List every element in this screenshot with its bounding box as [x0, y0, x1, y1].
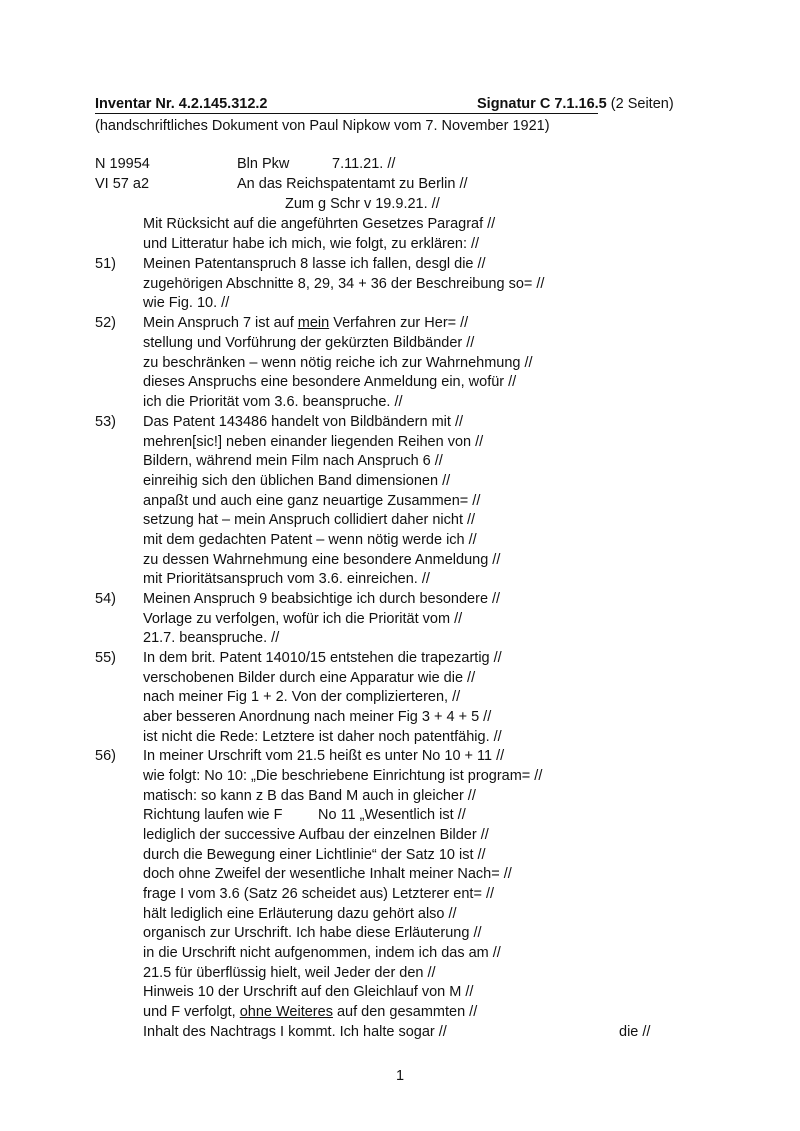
text-line: Inhalt des Nachtrags I kommt. Ich halte sogar //	[143, 1024, 447, 1040]
text-line: wie folgt: No 10: „Die beschriebene Einrichtung ist program= //	[143, 768, 543, 784]
header-underline	[95, 113, 598, 114]
text-line: Das Patent 143486 handelt von Bildbändern mit //	[143, 414, 464, 430]
text-line: frage I vom 3.6 (Satz 26 scheidet aus) Letzterer ent= //	[143, 886, 495, 902]
text-line: In meiner Urschrift vom 21.5 heißt es unter No 10 + 11 //	[143, 748, 505, 764]
text-line: zu beschränken – wenn nötig reiche ich zur Wahrnehmung //	[143, 355, 533, 371]
text-line: lediglich der successive Aufbau der einzelnen Bilder //	[143, 827, 489, 843]
page-count: (2 Seiten)	[610, 96, 674, 112]
document-description: (handschriftliches Dokument von Paul Nipkow vom 7. November 1921)	[95, 118, 550, 134]
text-fragment: auf den gesammten //	[332, 1004, 478, 1020]
text-line: matisch: so kann z B das Band M auch in gleicher //	[143, 788, 476, 804]
text-line: die //	[619, 1024, 651, 1040]
text-line: stellung und Vorführung der gekürzten Bildbänder //	[143, 335, 475, 351]
text-line: Richtung laufen wie F	[143, 807, 283, 823]
text-fragment: und F verfolgt,	[143, 1004, 240, 1020]
regarding-line: Zum g Schr v 19.9.21. //	[285, 196, 440, 212]
text-line: Vorlage zu verfolgen, wofür ich die Priorität vom //	[143, 611, 463, 627]
signature-number: Signatur C 7.1.16.5	[477, 96, 607, 112]
text-line: hält lediglich eine Erläuterung dazu gehört also //	[143, 906, 457, 922]
text-fragment: Verfahren zur Her= //	[329, 315, 469, 331]
intro-line: und Litteratur habe ich mich, wie folgt, zu erklären: //	[143, 236, 480, 252]
text-line	[143, 1003, 477, 1022]
text-line: mehren[sic!] neben einander liegenden Reihen von //	[143, 434, 484, 450]
text-line: in die Urschrift nicht aufgenommen, indem ich das am //	[143, 945, 501, 961]
file-reference: VI 57 a2	[95, 176, 150, 192]
section-number-51: 51)	[95, 256, 116, 272]
text-line: No 11 „Wesentlich ist //	[318, 807, 466, 823]
underlined-phrase: ohne Weiteres	[239, 1004, 333, 1020]
text-line: zugehörigen Abschnitte 8, 29, 34 + 36 der Beschreibung so= //	[143, 276, 545, 292]
underlined-word: mein	[297, 315, 330, 331]
text-line: setzung hat – mein Anspruch collidiert daher nicht //	[143, 512, 476, 528]
text-line: 21.7. beanspruche. //	[143, 630, 280, 646]
text-line: mit Prioritätsanspruch vom 3.6. einreichen. //	[143, 571, 430, 587]
text-line: dieses Anspruchs eine besondere Anmeldung ein, wofür //	[143, 374, 517, 390]
text-line: organisch zur Urschrift. Ich habe diese Erläuterung //	[143, 925, 482, 941]
text-line: In dem brit. Patent 14010/15 entstehen die trapezartig //	[143, 650, 502, 666]
section-number-56: 56)	[95, 748, 116, 764]
inventory-number: Inventar Nr. 4.2.145.312.2	[95, 96, 268, 112]
addressee: An das Reichspatentamt zu Berlin //	[237, 176, 468, 192]
text-line: Hinweis 10 der Urschrift auf den Gleichlauf von M //	[143, 984, 474, 1000]
text-line: 21.5 für überflüssig hielt, weil Jeder der den //	[143, 965, 436, 981]
letter-date: 7.11.21. //	[332, 156, 396, 172]
text-line: ist nicht die Rede: Letztere ist daher noch patentfähig. //	[143, 729, 502, 745]
signature-block	[477, 95, 674, 114]
section-number-55: 55)	[95, 650, 116, 666]
text-line	[143, 314, 468, 333]
text-line: nach meiner Fig 1 + 2. Von der complizierteren, //	[143, 689, 461, 705]
section-number-52: 52)	[95, 315, 116, 331]
text-line: Bildern, während mein Film nach Anspruch 6 //	[143, 453, 443, 469]
text-line: mit dem gedachten Patent – wenn nötig werde ich //	[143, 532, 477, 548]
text-line: ich die Priorität vom 3.6. beanspruche. //	[143, 394, 403, 410]
intro-line: Mit Rücksicht auf die angeführten Gesetzes Paragraf //	[143, 216, 496, 232]
text-line: anpaßt und auch eine ganz neuartige Zusammen= //	[143, 493, 481, 509]
text-line: wie Fig. 10. //	[143, 295, 230, 311]
text-fragment: Mein Anspruch 7 ist auf	[143, 315, 298, 331]
text-line: aber besseren Anordnung nach meiner Fig 3 + 4 + 5 //	[143, 709, 492, 725]
page-number: 1	[395, 1068, 405, 1084]
text-line: Meinen Anspruch 9 beabsichtige ich durch besondere //	[143, 591, 501, 607]
section-number-54: 54)	[95, 591, 116, 607]
section-number-53: 53)	[95, 414, 116, 430]
place: Bln Pkw	[237, 156, 290, 172]
text-line: doch ohne Zweifel der wesentliche Inhalt meiner Nach= //	[143, 866, 512, 882]
text-line: zu dessen Wahrnehmung eine besondere Anmeldung //	[143, 552, 501, 568]
text-line: durch die Bewegung einer Lichtlinie“ der Satz 10 ist //	[143, 847, 486, 863]
text-line: einreihig sich den üblichen Band dimensionen //	[143, 473, 451, 489]
text-line: verschobenen Bilder durch eine Apparatur wie die //	[143, 670, 476, 686]
text-line: Meinen Patentanspruch 8 lasse ich fallen, desgl die //	[143, 256, 486, 272]
reference-number: N 19954	[95, 156, 150, 172]
